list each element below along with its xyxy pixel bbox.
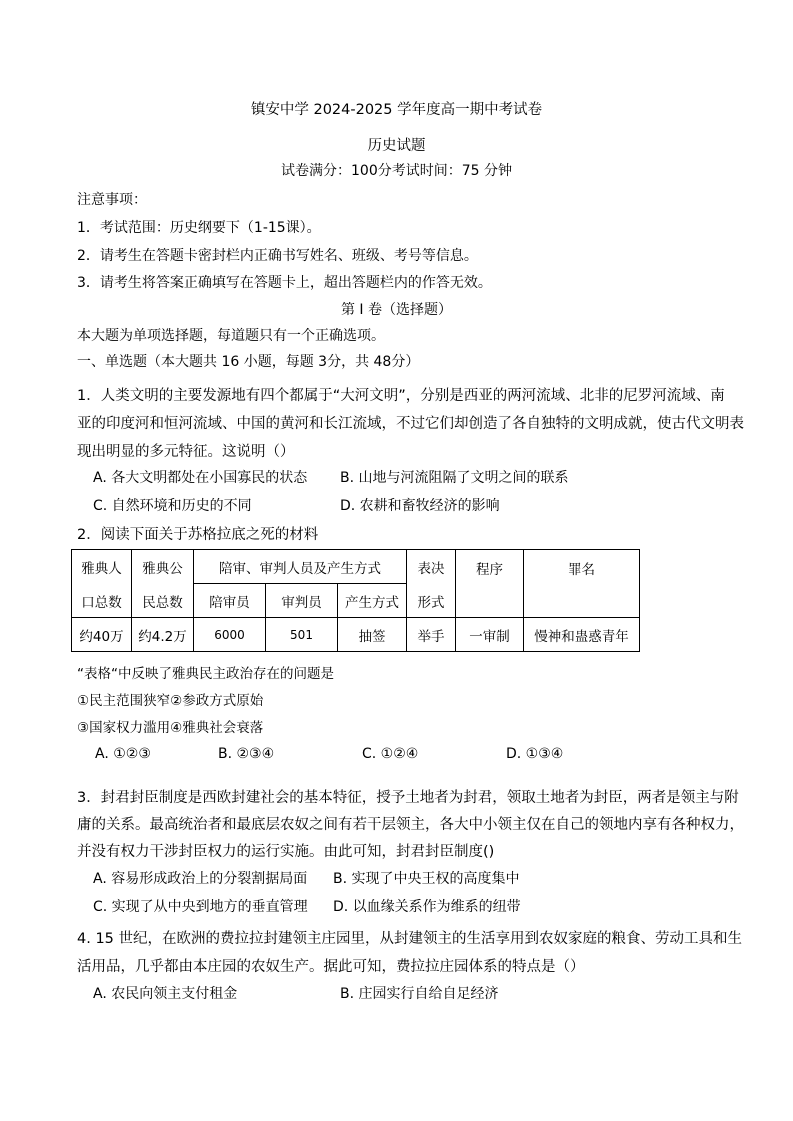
option-c: C. 自然环境和历史的不同 — [93, 498, 252, 514]
question-line: 亚的印度河和恒河流域、中国的黄河和长江流域，不过它们却创造了各自独特的文明成就，使古代文明表 — [77, 416, 744, 432]
cell-method: 抽签 — [338, 618, 407, 652]
option-b: B. 庄园实行自给自足经济 — [340, 986, 499, 1002]
question-line: 3．封君封臣制度是西欧封建社会的基本特征，授予土地者为封君，领取土地者为封臣，两者是领主与附 — [77, 790, 739, 806]
header-procedure: 程序 — [456, 550, 524, 618]
cell-crime: 慢神和蛊惑青年 — [524, 618, 640, 652]
option-b: B. 山地与河流阻隔了文明之间的联系 — [340, 470, 569, 486]
header-crime: 罪名 — [524, 550, 640, 618]
cell-juror: 6000 — [194, 618, 266, 652]
option-a: A. ①②③ — [95, 746, 151, 762]
option-d: D. ①③④ — [506, 746, 564, 762]
cell-citizens: 约4.2万 — [132, 618, 194, 652]
question-line: 2．阅读下面关于苏格拉底之死的材料 — [77, 527, 319, 543]
cell-procedure: 一审制 — [456, 618, 524, 652]
section-part: 一、单选题（本大题共 16 小题，每题 3分，共 48分） — [77, 354, 420, 370]
question-line: “表格“中反映了雅典民主政治存在的问题是 — [77, 666, 334, 682]
question-line: 活用品，几乎都由本庄园的农奴生产。据此可知，费拉拉庄园体系的特点是（） — [77, 959, 585, 975]
statement-list: ①民主范围狭窄②参政方式原始 — [77, 693, 264, 709]
notice-heading: 注意事项： — [77, 192, 147, 208]
socrates-table — [71, 549, 640, 652]
cell-judge: 501 — [266, 618, 338, 652]
option-b: B. 实现了中央王权的高度集中 — [333, 871, 520, 887]
option-d: D. 以血缘关系作为维系的纽带 — [333, 899, 521, 915]
question-line: 庸的关系。最高统治者和最底层农奴之间有若干层领主，各大中小领主仅在自己的领地内享有各种权力， — [77, 817, 744, 833]
option-c: C. ①②④ — [362, 746, 419, 762]
question-line: 4. 15 世纪，在欧洲的费拉拉封建领主庄园里，从封建领主的生活享用到农奴家庭的粮食、劳动工具和生 — [77, 931, 742, 947]
header-citizens: 雅典公 民总数 — [132, 550, 194, 618]
subject-title: 历史试题 — [367, 138, 426, 154]
option-a: A. 各大文明都处在小国寡民的状态 — [93, 470, 308, 486]
option-a: A. 容易形成政治上的分裂割据局面 — [93, 871, 308, 887]
question-line: 1．人类文明的主要发源地有四个都属于“大河文明”，分别是西亚的两河流域、北非的尼罗河流域、南 — [77, 388, 725, 404]
option-a: A. 农民向领主支付租金 — [93, 986, 238, 1002]
notice-item: 1．考试范围：历史纲要下（1-15课）。 — [77, 220, 321, 236]
header-jury: 陪审、审判人员及产生方式 — [194, 550, 407, 584]
notice-item: 2．请考生在答题卡密封栏内正确书写姓名、班级、考号等信息。 — [77, 248, 478, 264]
option-d: D. 农耕和畜牧经济的影响 — [340, 498, 500, 514]
header-method: 产生方式 — [338, 584, 407, 618]
section-instruction: 本大题为单项选择题，每道题只有一个正确选项。 — [77, 328, 385, 344]
exam-title: 镇安中学 2024-2025 学年度高一期中考试卷 — [250, 102, 543, 118]
header-population: 雅典人 口总数 — [72, 550, 132, 618]
statement-list: ③国家权力滥用④雅典社会衰落 — [77, 720, 264, 736]
header-vote: 表决 形式 — [407, 550, 456, 618]
exam-info: 试卷满分：100分考试时间：75 分钟 — [281, 163, 512, 179]
question-line: 现出明显的多元特征。这说明（） — [77, 444, 295, 460]
question-line: 并没有权力干涉封臣权力的运行实施。由此可知，封君封臣制度() — [77, 844, 495, 860]
option-b: B. ②③④ — [218, 746, 275, 762]
volume-heading: 第 I 卷（选择题） — [340, 302, 453, 318]
header-juror: 陪审员 — [194, 584, 266, 618]
header-judge: 审判员 — [266, 584, 338, 618]
cell-vote: 举手 — [407, 618, 456, 652]
cell-population: 约40万 — [72, 618, 132, 652]
option-c: C. 实现了从中央到地方的垂直管理 — [93, 899, 308, 915]
notice-item: 3．请考生将答案正确填写在答题卡上，超出答题栏内的作答无效。 — [77, 275, 492, 291]
